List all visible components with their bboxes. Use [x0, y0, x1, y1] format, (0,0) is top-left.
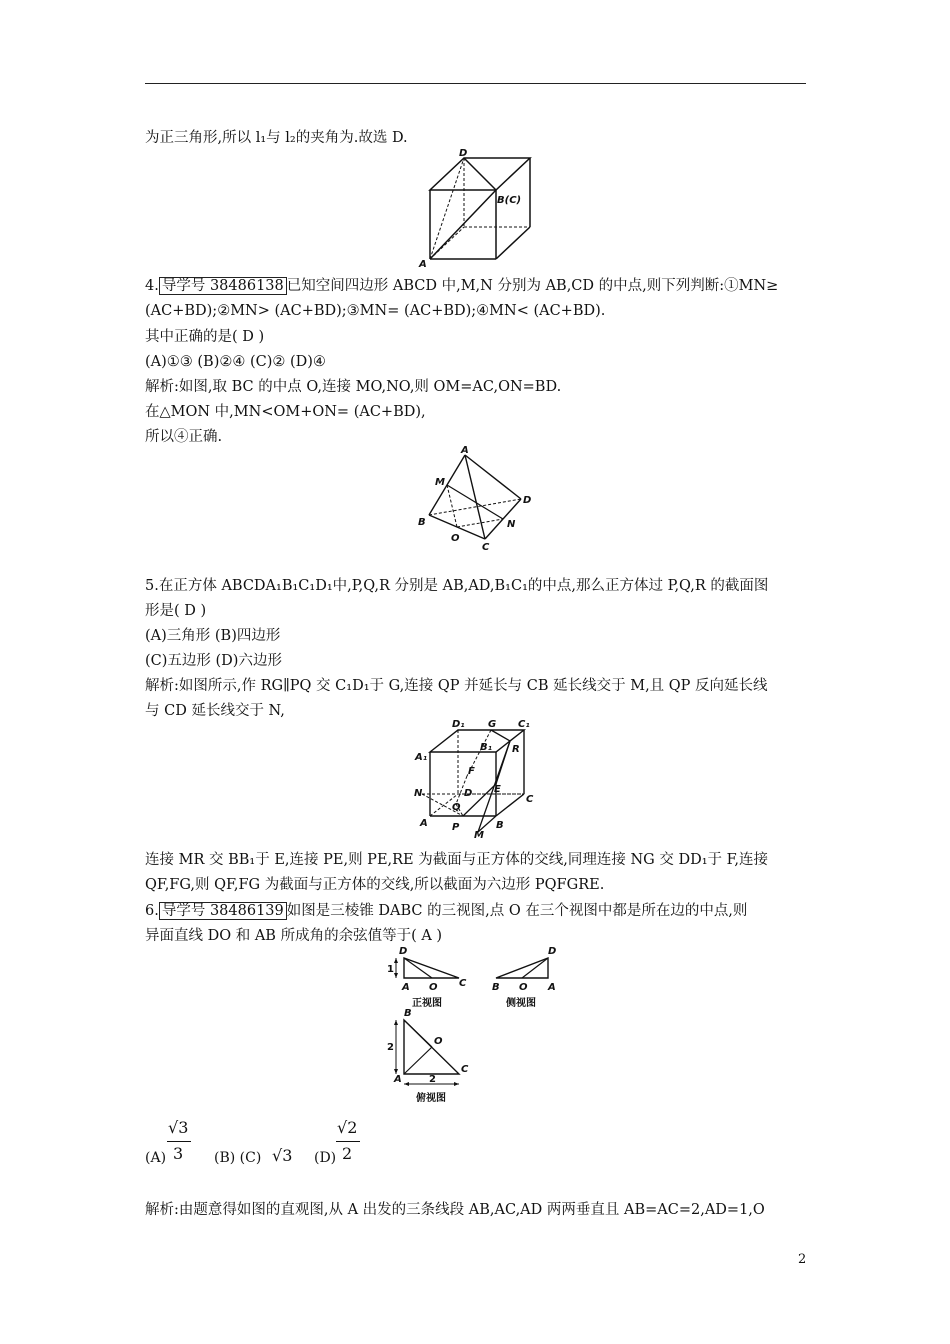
q4-line-3: 其中正确的是( D ): [145, 329, 265, 345]
svg-text:N: N: [414, 788, 423, 799]
q6-option-a-numerator: √3: [168, 1118, 189, 1137]
q6-line-2: 异面直线 DO 和 AB 所成角的余弦值等于( A ): [145, 928, 443, 944]
svg-text:A: A: [548, 982, 556, 993]
svg-text:D: D: [523, 495, 532, 506]
svg-text:正视图: 正视图: [412, 998, 442, 1009]
svg-text:D: D: [464, 788, 473, 799]
q6-solution-1: 解析:由题意得如图的直观图,从 A 出发的三条线段 AB,AC,AD 两两垂直且 AB=AC=2,AD=1,O: [145, 1202, 765, 1218]
q5-options-1: (A)三角形 (B)四边形: [145, 628, 281, 644]
q5-line-2: 形是( D ): [145, 603, 207, 619]
q6-line-1: 6. 导学号 38486139 如图是三棱锥 DABC 的三视图,点 O 在三个视图中都是所在边的中点,则: [145, 903, 748, 919]
q6-option-d-denominator: 2: [342, 1144, 353, 1163]
q4-solution-1: 解析:如图,取 BC 的中点 O,连接 MO,NO,则 OM=AC,ON=BD.: [145, 379, 562, 395]
q6-option-a-denominator: 3: [173, 1144, 184, 1163]
svg-text:B: B: [418, 517, 426, 528]
svg-text:D₁: D₁: [452, 719, 465, 730]
q6-option-d-label: (D): [314, 1150, 337, 1166]
svg-text:A: A: [419, 259, 427, 269]
page-number: 2: [798, 1252, 807, 1267]
q4-line-2: (AC+BD);②MN> (AC+BD);③MN= (AC+BD);④MN< (AC+BD).: [145, 303, 606, 319]
q6-option-d-numerator: √2: [337, 1118, 358, 1137]
svg-text:侧视图: 侧视图: [506, 998, 536, 1009]
svg-text:B: B: [404, 1008, 412, 1019]
fraction-bar: [336, 1141, 360, 1142]
svg-text:B(C): B(C): [497, 195, 522, 206]
svg-text:C: C: [482, 542, 490, 553]
svg-text:A: A: [394, 1074, 402, 1085]
q4-options: (A)①③ (B)②④ (C)② (D)④: [145, 354, 326, 370]
q4-tag: 导学号 38486138: [159, 277, 287, 295]
svg-text:B: B: [496, 820, 504, 831]
svg-text:D: D: [399, 946, 408, 957]
q4-solution-3: 所以④正确.: [145, 429, 223, 445]
svg-text:2: 2: [387, 1042, 394, 1053]
svg-text:E: E: [494, 784, 501, 795]
q4-line-1: 4. 导学号 38486138 已知空间四边形 ABCD 中,M,N 分别为 AB,CD 的中点,则下列判断:①MN≥: [145, 278, 779, 294]
svg-text:1: 1: [387, 964, 394, 975]
q4-solution-2: 在△MON 中,MN<OM+ON= (AC+BD),: [145, 404, 426, 420]
svg-text:C₁: C₁: [518, 719, 530, 730]
three-view-figure: [386, 944, 566, 1108]
top-line: 为正三角形,所以 l₁与 l₂的夹角为.故选 D.: [145, 130, 408, 146]
svg-text:F: F: [468, 766, 475, 777]
q5-solution-4: QF,FG,则 QF,FG 为截面与正方体的交线,所以截面为六边形 PQFGRE.: [145, 877, 605, 893]
cube-section-figure: [412, 716, 547, 838]
svg-text:B₁: B₁: [480, 742, 493, 753]
svg-text:B: B: [492, 982, 500, 993]
q6-tag: 导学号 38486139: [159, 902, 287, 920]
q5-solution-1: 解析:如图所示,作 RG∥PQ 交 C₁D₁于 G,连接 QP 并延长与 CB 延长线交于 M,且 QP 反向延长线: [145, 678, 768, 694]
svg-text:M: M: [435, 477, 445, 488]
svg-text:O: O: [434, 1036, 443, 1047]
svg-text:D: D: [459, 148, 468, 159]
svg-text:C: C: [526, 794, 534, 805]
svg-text:G: G: [488, 719, 497, 730]
cube-figure-1: [415, 147, 540, 269]
fraction-bar: [167, 1141, 191, 1142]
svg-text:C: C: [459, 978, 467, 989]
svg-text:D: D: [548, 946, 557, 957]
header-rule: [145, 83, 806, 84]
svg-text:C: C: [461, 1064, 469, 1075]
svg-text:A: A: [461, 445, 469, 456]
q5-line-1: 5.在正方体 ABCDA₁B₁C₁D₁中,P,Q,R 分别是 AB,AD,B₁C₁的中点,那么正方体过 P,Q,R 的截面图: [145, 578, 769, 594]
q5-solution-3: 连接 MR 交 BB₁于 E,连接 PE,则 PE,RE 为截面与正方体的交线,同理连接 NG 交 DD₁于 F,连接: [145, 852, 769, 868]
svg-text:A₁: A₁: [415, 752, 428, 763]
svg-text:R: R: [512, 744, 520, 755]
q6-option-a-label: (A): [145, 1150, 167, 1166]
q6-option-bc-label: (B) (C): [214, 1150, 262, 1166]
svg-text:O: O: [451, 533, 460, 544]
svg-text:P: P: [452, 822, 460, 833]
tetrahedron-figure: [415, 443, 540, 553]
svg-text:A: A: [420, 818, 428, 829]
svg-text:O: O: [429, 982, 438, 993]
svg-text:俯视图: 俯视图: [416, 1093, 446, 1104]
svg-text:A: A: [402, 982, 410, 993]
svg-text:Q: Q: [452, 802, 461, 813]
q6-option-c-value: √3: [272, 1146, 293, 1165]
q5-solution-2: 与 CD 延长线交于 N,: [145, 703, 285, 719]
q5-options-2: (C)五边形 (D)六边形: [145, 653, 282, 669]
svg-text:N: N: [507, 519, 516, 530]
svg-text:O: O: [519, 982, 528, 993]
svg-text:2: 2: [429, 1074, 436, 1085]
svg-text:M: M: [474, 830, 484, 838]
